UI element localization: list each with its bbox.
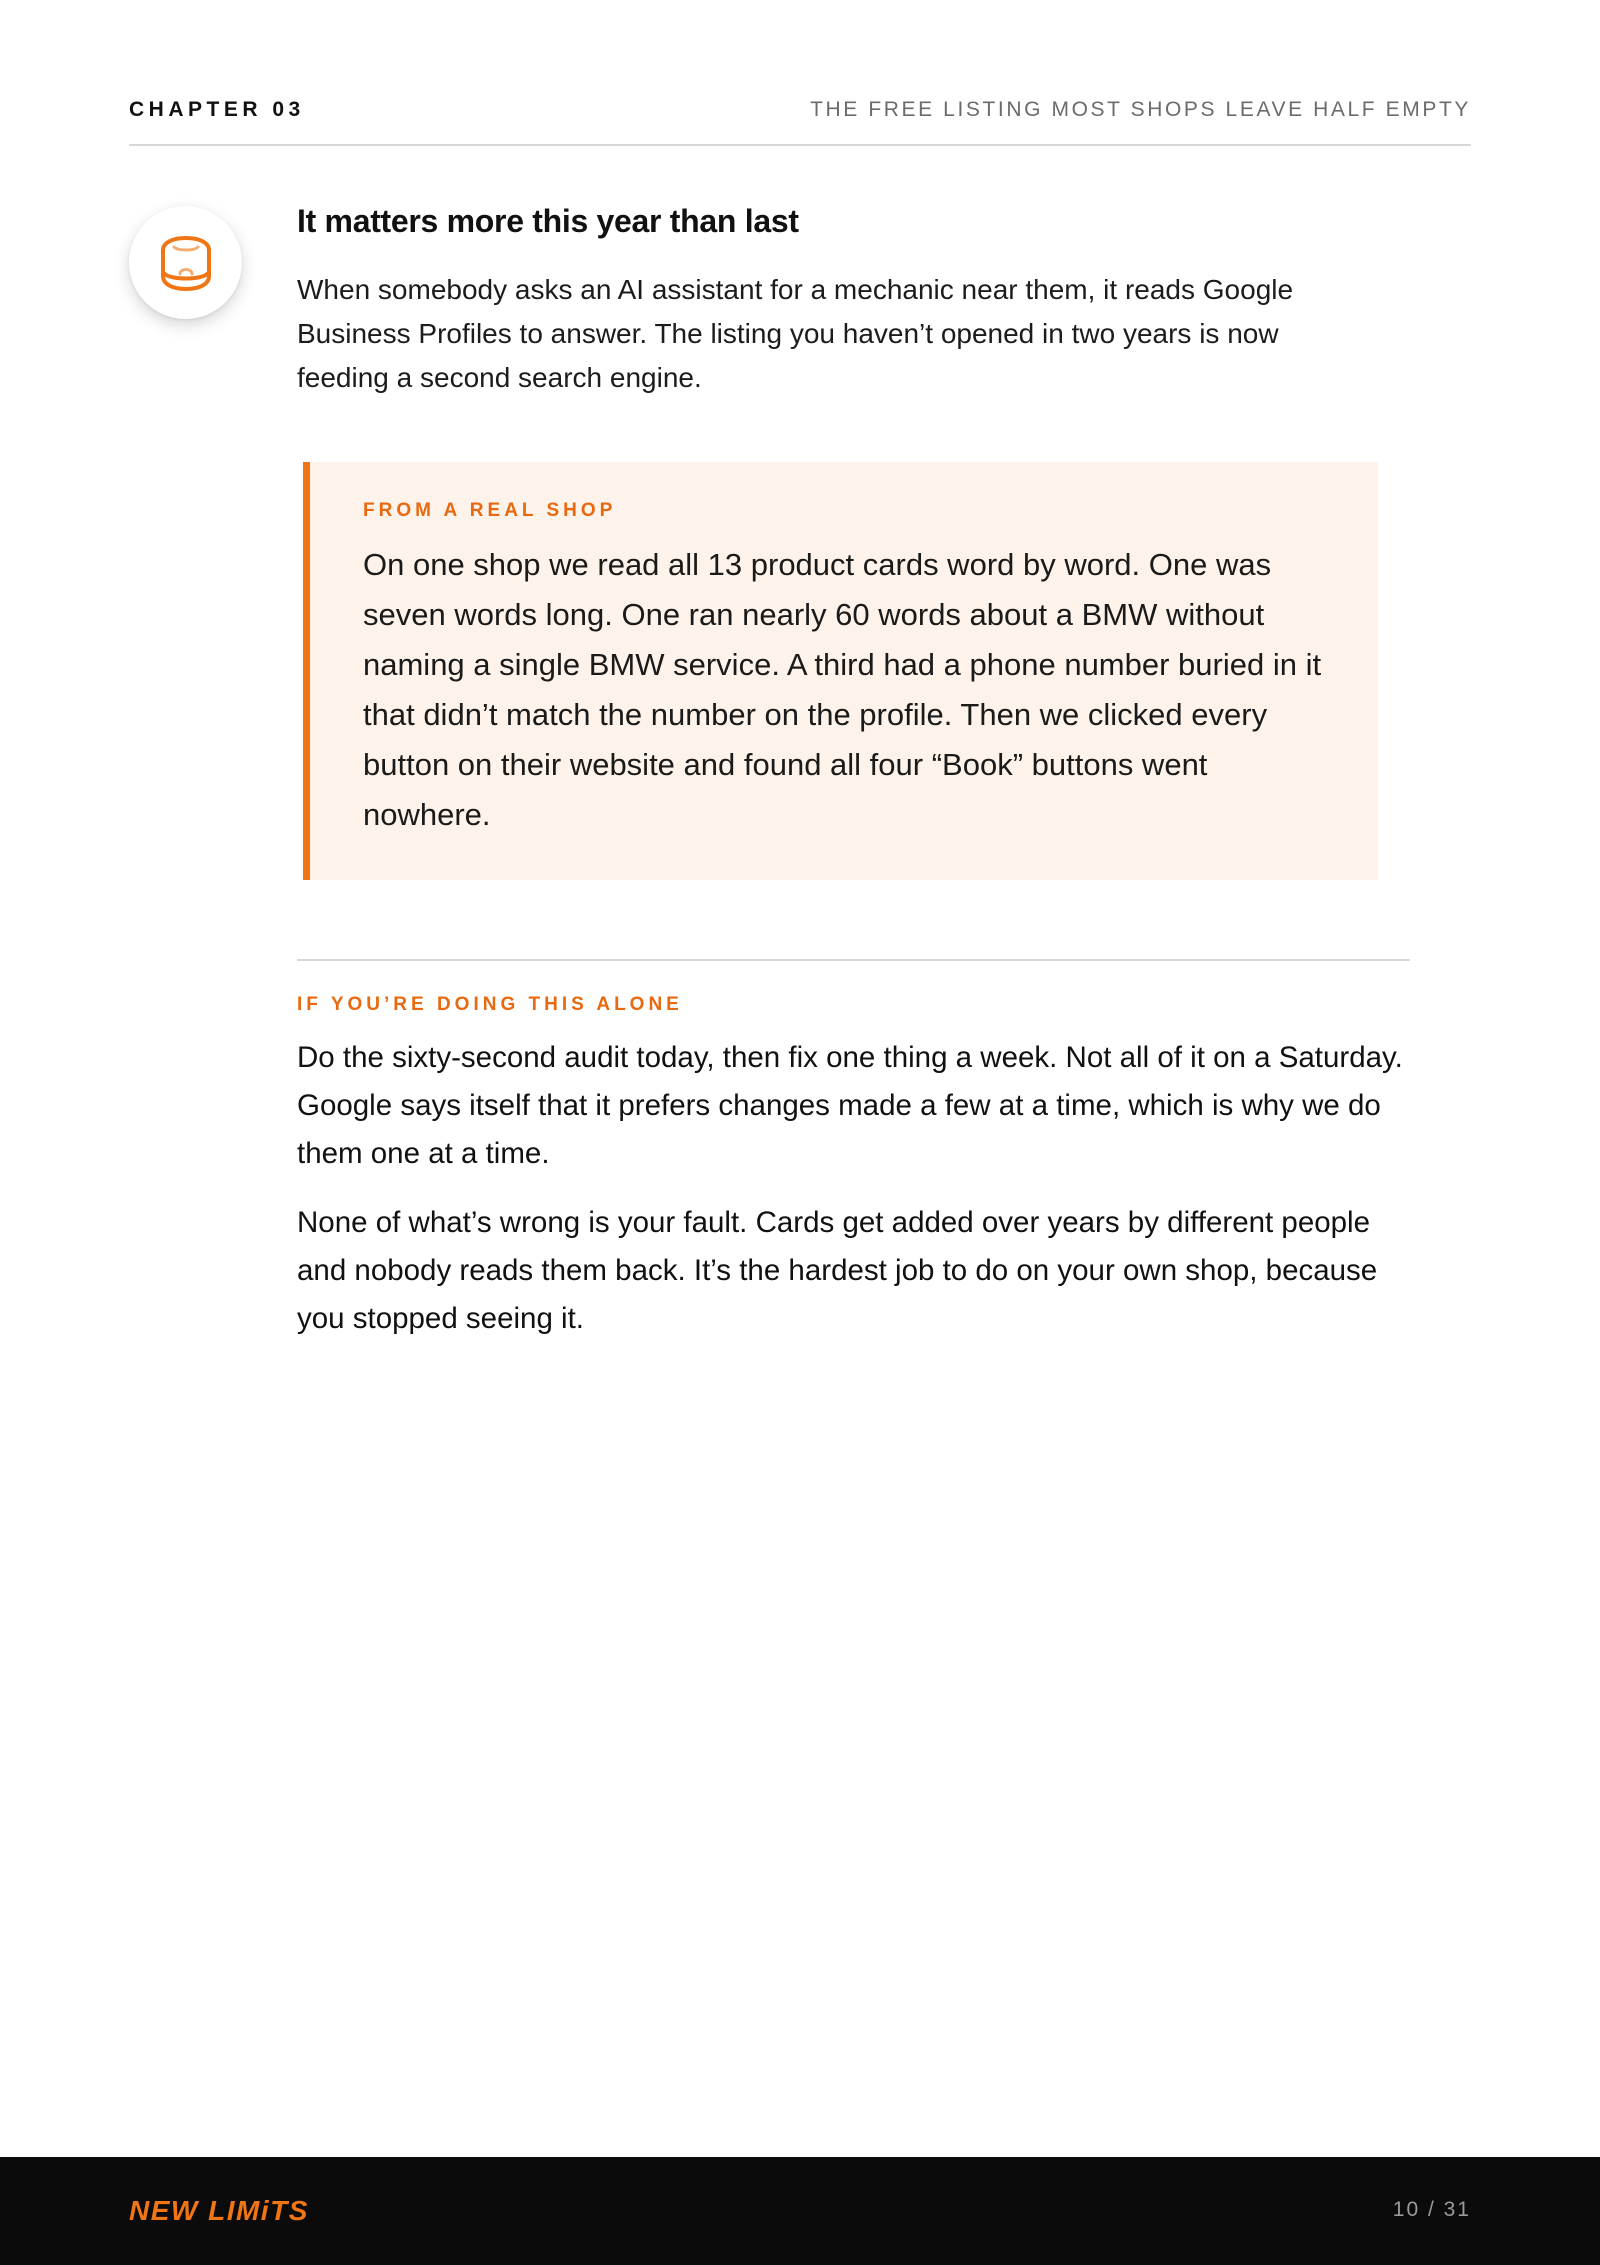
section-body: When somebody asks an AI assistant for a mechanic near them, it reads Google Business Profiles to answer. The listing you haven’t opened in two years is now feeding a second search engine. bbox=[297, 274, 1294, 393]
page-number: 10 / 31 bbox=[1392, 2198, 1471, 2221]
real-shop-callout bbox=[303, 462, 1378, 880]
page-header bbox=[129, 96, 1471, 146]
chapter-label: CHAPTER 03 bbox=[129, 98, 305, 121]
doing-alone-paragraph-1: Do the sixty-second audit today, then fix one thing a week. Not all of it on a Saturday. Google says itself that it prefers changes made a few at a time, which is why we do them one at a time. bbox=[297, 1041, 1403, 1170]
callout-text: On one shop we read all 13 product cards word by word. One was seven words long. One ran nearly 60 words about a BMW without naming a single BMW service. A third had a phone number buried in it that didn’t match the number on the profile. Then we clicked every button on their website and found all four “Book” buttons went nowhere. bbox=[363, 547, 1322, 832]
doing-alone-label: IF YOU’RE DOING THIS ALONE bbox=[297, 994, 683, 1015]
smart-speaker-icon bbox=[129, 206, 242, 319]
callout-label: FROM A REAL SHOP bbox=[363, 500, 617, 521]
section-divider bbox=[297, 959, 1410, 961]
brand-logo: NEW LIMiTS bbox=[129, 2195, 309, 2226]
doing-alone-paragraph-2: None of what’s wrong is your fault. Cards get added over years by different people and nobody reads them back. It’s the hardest job to do on your own shop, because you stopped seeing it. bbox=[297, 1206, 1378, 1335]
chapter-subtitle: THE FREE LISTING MOST SHOPS LEAVE HALF EMPTY bbox=[810, 98, 1471, 121]
section-title: It matters more this year than last bbox=[297, 203, 799, 239]
page-footer bbox=[0, 2157, 1600, 2265]
